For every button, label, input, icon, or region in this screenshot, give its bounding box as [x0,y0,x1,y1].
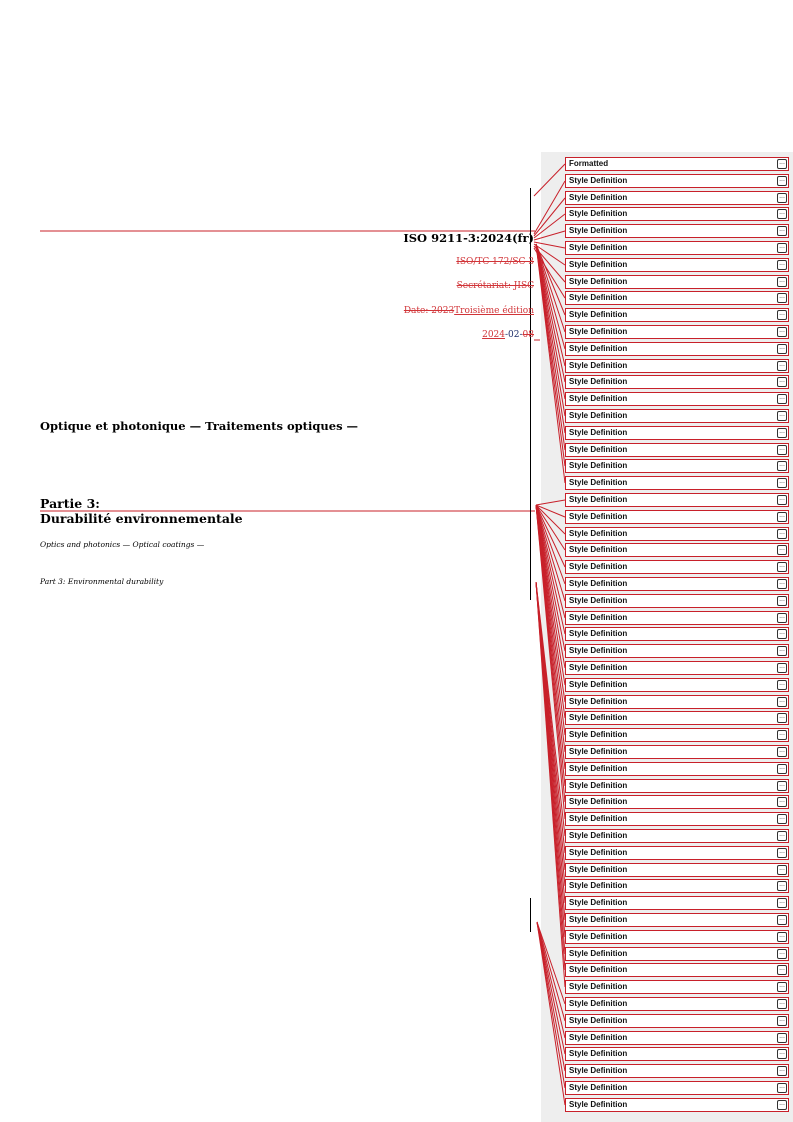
more-icon[interactable]: ... [777,1049,787,1059]
revision-balloon[interactable] [565,879,789,893]
revision-balloon[interactable] [565,191,789,205]
more-icon[interactable]: ... [777,361,787,371]
publication-date: 2024-02-08 [482,330,534,340]
balloon-label: Style Definition [569,260,628,269]
more-icon[interactable]: ... [777,965,787,975]
more-icon[interactable]: ... [777,629,787,639]
edition-line [404,306,534,316]
balloon-label: Style Definition [569,344,628,353]
revision-balloon[interactable] [565,577,789,591]
part-name: Durabilité environnementale [40,511,243,526]
inserted-edition: Troisième édition [454,306,534,316]
more-icon[interactable]: ... [777,176,787,186]
more-icon[interactable]: ... [777,898,787,908]
more-icon[interactable]: ... [777,915,787,925]
balloon-label: Style Definition [569,209,628,218]
balloon-label: Style Definition [569,562,628,571]
balloon-label: Style Definition [569,377,628,386]
revision-balloon[interactable] [565,644,789,658]
balloon-label: Style Definition [569,680,628,689]
more-icon[interactable]: ... [777,781,787,791]
balloon-label: Style Definition [569,949,628,958]
balloon-label: Style Definition [569,898,628,907]
main-title: Optique et photonique — Traitements optiques — [40,419,359,433]
balloon-label: Style Definition [569,293,628,302]
revision-balloon[interactable] [565,913,789,927]
more-icon[interactable]: ... [777,512,787,522]
revision-balloon[interactable] [565,896,789,910]
more-icon[interactable]: ... [777,394,787,404]
more-icon[interactable]: ... [777,697,787,707]
revision-balloon[interactable] [565,678,789,692]
revision-balloon[interactable] [565,1014,789,1028]
balloon-label: Style Definition [569,428,628,437]
change-bar [530,898,531,932]
revision-balloon[interactable] [565,812,789,826]
more-icon[interactable]: ... [777,797,787,807]
more-icon[interactable]: ... [777,831,787,841]
balloon-label: Style Definition [569,411,628,420]
revision-balloon[interactable] [565,627,789,641]
more-icon[interactable]: ... [777,193,787,203]
balloon-label: Style Definition [569,545,628,554]
revision-balloon[interactable] [565,543,789,557]
english-part-title: Part 3: Environmental durability [40,577,164,586]
balloon-label: Style Definition [569,865,628,874]
more-icon[interactable]: ... [777,545,787,555]
balloon-label: Formatted [569,159,609,168]
balloon-label: Style Definition [569,445,628,454]
revision-balloon[interactable] [565,375,789,389]
revision-balloon[interactable] [565,611,789,625]
more-icon[interactable]: ... [777,999,787,1009]
balloon-label: Style Definition [569,596,628,605]
balloon-label: Style Definition [569,1066,628,1075]
secretariat: Secrétariat: JISC [456,281,534,291]
revision-balloon[interactable] [565,661,789,675]
revision-balloon[interactable] [565,493,789,507]
balloon-label: Style Definition [569,932,628,941]
revision-balloon[interactable] [565,980,789,994]
more-icon[interactable]: ... [777,445,787,455]
revision-balloon[interactable] [565,207,789,221]
more-icon[interactable]: ... [777,764,787,774]
more-icon[interactable]: ... [777,613,787,623]
balloon-label: Style Definition [569,965,628,974]
balloon-label: Style Definition [569,629,628,638]
more-icon[interactable]: ... [777,848,787,858]
revision-balloon[interactable] [565,426,789,440]
more-icon[interactable]: ... [777,881,787,891]
more-icon[interactable]: ... [777,1016,787,1026]
revision-balloon[interactable] [565,1081,789,1095]
balloon-label: Style Definition [569,713,628,722]
more-icon[interactable]: ... [777,428,787,438]
balloon-label: Style Definition [569,176,628,185]
revision-balloon[interactable] [565,695,789,709]
more-icon[interactable]: ... [777,260,787,270]
balloon-label: Style Definition [569,461,628,470]
more-icon[interactable]: ... [777,1066,787,1076]
more-icon[interactable]: ... [777,277,787,287]
revision-balloon[interactable] [565,291,789,305]
more-icon[interactable]: ... [777,310,787,320]
revision-balloon[interactable] [565,963,789,977]
revision-balloon[interactable] [565,476,789,490]
more-icon[interactable]: ... [777,646,787,656]
balloon-label: Style Definition [569,394,628,403]
balloon-label: Style Definition [569,764,628,773]
more-icon[interactable]: ... [777,529,787,539]
revision-balloon[interactable] [565,997,789,1011]
deleted-date: Date: 2023 [403,306,455,316]
revision-balloon[interactable] [565,409,789,423]
revision-balloon[interactable] [565,258,789,272]
revision-balloon[interactable] [565,829,789,843]
balloon-label: Style Definition [569,1033,628,1042]
revision-balloon[interactable] [565,711,789,725]
revision-balloon[interactable] [565,510,789,524]
more-icon[interactable]: ... [777,562,787,572]
balloon-label: Style Definition [569,579,628,588]
balloon-label: Style Definition [569,529,628,538]
revision-balloon[interactable] [565,275,789,289]
revision-balloon[interactable] [565,1031,789,1045]
revision-balloon[interactable] [565,762,789,776]
balloon-label: Style Definition [569,646,628,655]
balloon-label: Style Definition [569,512,628,521]
revision-balloon[interactable] [565,308,789,322]
change-bar [530,188,531,600]
more-icon[interactable]: ... [777,478,787,488]
revision-balloon[interactable] [565,728,789,742]
balloon-label: Style Definition [569,881,628,890]
balloon-label: Style Definition [569,327,628,336]
more-icon[interactable]: ... [777,596,787,606]
more-icon[interactable]: ... [777,814,787,824]
revision-balloon[interactable] [565,947,789,961]
more-icon[interactable]: ... [777,932,787,942]
revision-balloon[interactable] [565,1064,789,1078]
committee-ref: ISO/TC 172/SC 3 [456,257,534,267]
balloon-label: Style Definition [569,697,628,706]
more-icon[interactable]: ... [777,730,787,740]
more-icon[interactable]: ... [777,713,787,723]
balloon-label: Style Definition [569,193,628,202]
balloon-label: Style Definition [569,1016,628,1025]
more-icon[interactable]: ... [777,209,787,219]
balloon-label: Style Definition [569,663,628,672]
more-icon[interactable]: ... [777,1033,787,1043]
revision-balloon[interactable] [565,745,789,759]
more-icon[interactable]: ... [777,680,787,690]
more-icon[interactable]: ... [777,747,787,757]
more-icon[interactable]: ... [777,344,787,354]
more-icon[interactable]: ... [777,579,787,589]
more-icon[interactable]: ... [777,865,787,875]
revision-balloon[interactable] [565,392,789,406]
balloon-label: Style Definition [569,831,628,840]
revision-balloon[interactable] [565,1047,789,1061]
balloon-label: Style Definition [569,1049,628,1058]
balloon-label: Style Definition [569,797,628,806]
more-icon[interactable]: ... [777,327,787,337]
balloon-label: Style Definition [569,226,628,235]
more-icon[interactable]: ... [777,495,787,505]
balloon-label: Style Definition [569,814,628,823]
more-icon[interactable]: ... [777,982,787,992]
english-title: Optics and photonics — Optical coatings — [40,540,205,549]
revision-balloon[interactable] [565,930,789,944]
revision-balloon[interactable] [565,779,789,793]
part-number: Partie 3: [40,496,100,511]
more-icon[interactable]: ... [777,377,787,387]
balloon-label: Style Definition [569,848,628,857]
revision-balloon[interactable] [565,1098,789,1112]
more-icon[interactable]: ... [777,293,787,303]
revision-balloon[interactable] [565,325,789,339]
balloon-label: Style Definition [569,310,628,319]
revision-balloon[interactable] [565,846,789,860]
revision-balloon[interactable] [565,224,789,238]
balloon-label: Style Definition [569,999,628,1008]
revision-balloon[interactable] [565,863,789,877]
revision-balloon[interactable] [565,594,789,608]
more-icon[interactable]: ... [777,411,787,421]
more-icon[interactable]: ... [777,1100,787,1110]
balloon-label: Style Definition [569,478,628,487]
balloon-label: Style Definition [569,495,628,504]
balloon-label: Style Definition [569,747,628,756]
balloon-label: Style Definition [569,982,628,991]
more-icon[interactable]: ... [777,663,787,673]
document-id: ISO 9211-3:2024(fr) [403,231,534,245]
revision-balloon[interactable] [565,241,789,255]
balloon-label: Style Definition [569,243,628,252]
balloon-label: Style Definition [569,781,628,790]
revision-balloon[interactable] [565,527,789,541]
more-icon[interactable]: ... [777,461,787,471]
revision-balloon[interactable] [565,174,789,188]
balloon-label: Style Definition [569,915,628,924]
balloon-label: Style Definition [569,613,628,622]
more-icon[interactable]: ... [777,949,787,959]
revision-balloon[interactable] [565,342,789,356]
revision-balloon[interactable] [565,560,789,574]
more-icon[interactable]: ... [777,226,787,236]
balloon-label: Style Definition [569,730,628,739]
balloon-label: Style Definition [569,361,628,370]
revision-balloon[interactable] [565,443,789,457]
revision-balloon[interactable] [565,459,789,473]
more-icon[interactable]: ... [777,159,787,169]
more-icon[interactable]: ... [777,1083,787,1093]
balloon-label: Style Definition [569,1100,628,1109]
balloon-label: Style Definition [569,277,628,286]
part-title [40,496,243,526]
revision-balloon[interactable] [565,157,789,171]
more-icon[interactable]: ... [777,243,787,253]
balloon-label: Style Definition [569,1083,628,1092]
revision-balloon[interactable] [565,359,789,373]
revision-balloon[interactable] [565,795,789,809]
